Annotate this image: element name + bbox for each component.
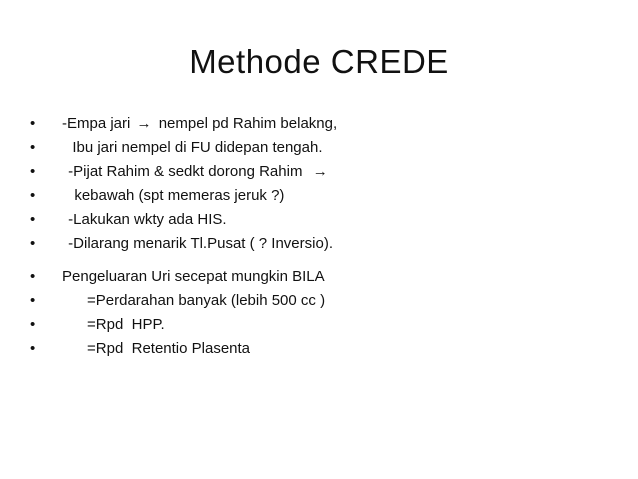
bullet-item: [30, 112, 610, 136]
bullet-text-segment: nempel pd Rahim belakng,: [154, 115, 338, 132]
bullet-dot: •: [30, 235, 36, 252]
bullet-dot: •: [30, 139, 36, 156]
bullet-text: [64, 136, 323, 160]
bullet-dot: •: [30, 340, 36, 357]
bullet-item: [30, 232, 610, 256]
arrow-right-icon: →: [136, 115, 152, 132]
bullet-text-segment: =Rpd HPP.: [62, 316, 165, 333]
slide-title: Methode CREDE: [189, 43, 449, 80]
bullet-dot: •: [30, 115, 36, 132]
bullet-text: [64, 208, 227, 232]
bullet-dot: •: [30, 187, 36, 204]
bullet-text-segment: -Lakukan wkty ada HIS.: [64, 211, 227, 228]
bullet-text: [62, 265, 325, 289]
bullet-text: [62, 337, 250, 361]
bullet-dot: •: [30, 292, 36, 309]
bullet-item: [30, 136, 610, 160]
bullet-dot: •: [30, 268, 36, 285]
bullet-item: [30, 160, 610, 184]
bullet-text: [62, 313, 165, 337]
bullet-text: [64, 160, 331, 184]
bullet-item: [30, 289, 610, 313]
bullet-text-segment: Pengeluaran Uri secepat mungkin BILA: [62, 268, 325, 285]
bullet-item: [30, 184, 610, 208]
bullet-text-segment: -Empa jari: [62, 115, 135, 132]
bullet-text: [62, 112, 337, 136]
bullet-text: [62, 289, 325, 313]
bullet-dot: •: [30, 211, 36, 228]
bullet-text-segment: -Dilarang menarik Tl.Pusat ( ? Inversio).: [64, 235, 333, 252]
bullet-text: [64, 232, 333, 256]
bullet-text-segment: =Perdarahan banyak (lebih 500 cc ): [62, 292, 326, 309]
arrow-right-icon: →: [312, 163, 328, 180]
bullet-item: [30, 337, 610, 361]
bullet-text: [66, 184, 284, 208]
bullet-item: [30, 265, 610, 289]
bullet-list: [30, 112, 610, 361]
bullet-text-segment: Ibu jari nempel di FU didepan tengah.: [64, 139, 323, 156]
bullet-text-segment: kebawah (spt memeras jeruk ?): [66, 187, 285, 204]
bullet-item: [30, 208, 610, 232]
bullet-dot: •: [30, 163, 36, 180]
bullet-dot: •: [30, 316, 36, 333]
bullet-item: [30, 313, 610, 337]
bullet-text-segment: -Pijat Rahim & sedkt dorong Rahim: [64, 163, 311, 180]
bullet-text-segment: =Rpd Retentio Plasenta: [62, 340, 251, 357]
